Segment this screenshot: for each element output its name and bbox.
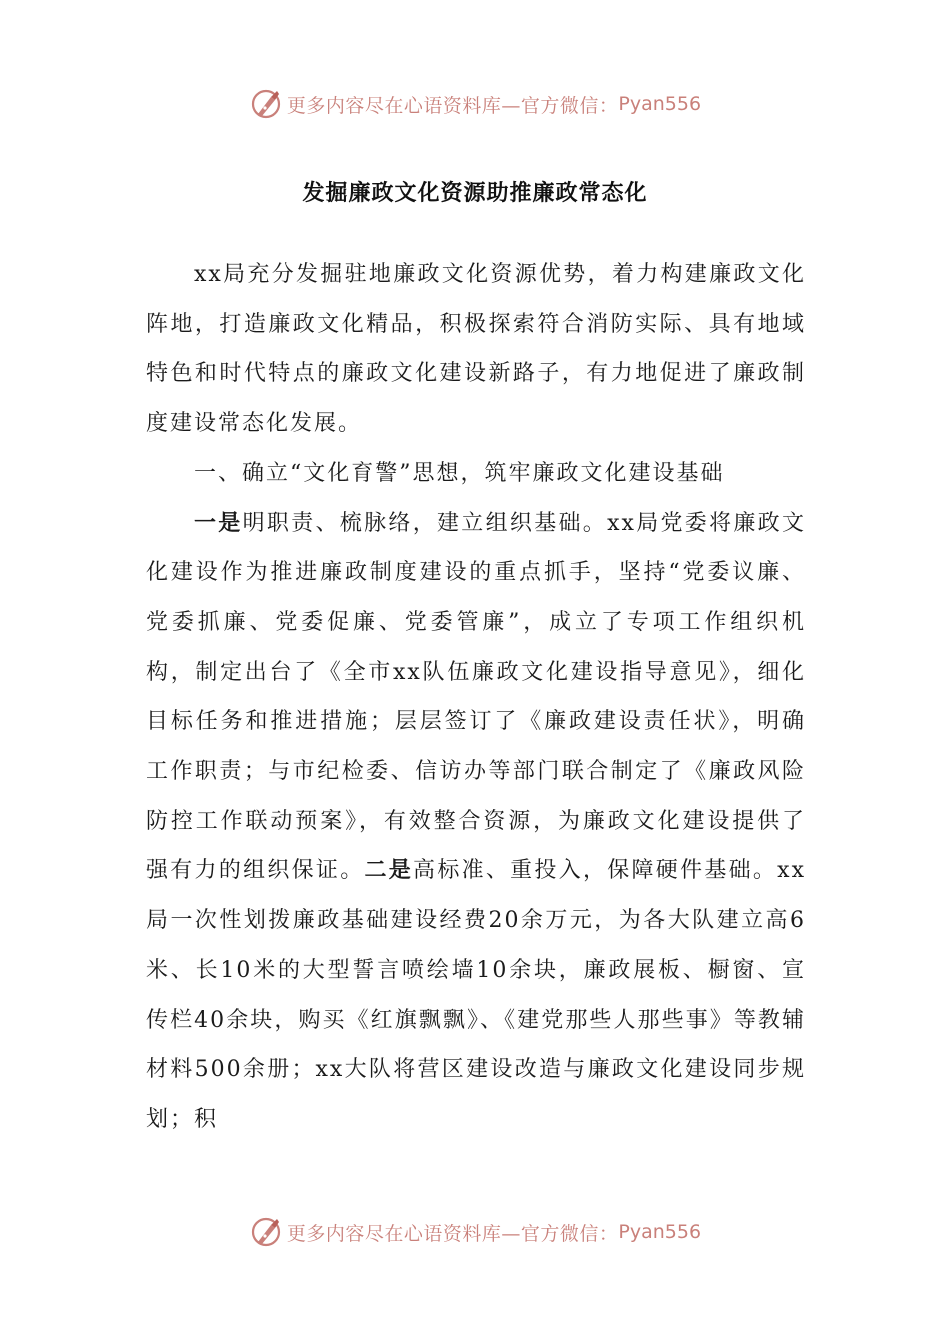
watermark-code: Pyan556	[618, 1221, 702, 1243]
pen-nib-logo-icon	[249, 87, 283, 121]
document-title: 发掘廉政文化资源助推廉政常态化	[302, 180, 648, 206]
watermark-banner-bottom	[0, 1212, 950, 1252]
watermark-code: Pyan556	[618, 93, 702, 115]
watermark-text: 更多内容尽在心语资料库—官方微信：	[286, 1222, 619, 1245]
intro-paragraph: xx局充分发掘驻地廉政文化资源优势，着力构建廉政文化阵地，打造廉政文化精品，积极探索符合消防实际、具有地域特色和时代特点的廉政文化建设新路子，有力地促进了廉政制度建设常态化发展。	[146, 262, 806, 437]
document-body	[146, 250, 806, 1145]
point1-text: 明职责、梳脉络，建立组织基础。xx局党委将廉政文化建设作为推进廉政制度建设的重点抓手，坚持“党委议廉、党委抓廉、党委促廉、党委管廉”，成立了专项工作组织机构，制定出台了《全市xx队伍廉政文化建设指导意见》，细化目标任务和推进措施；层层签订了《廉政建设责任状》，明确工作职责；与市纪检委、信访办等部门联合制定了《廉政风险防控工作联动预案》，有效整合资源，为廉政文化建设提供了强有力的组织保证。	[146, 510, 806, 884]
point1-label: 一是	[194, 509, 243, 536]
point2-label: 二是	[364, 857, 414, 884]
watermark-text: 更多内容尽在心语资料库—官方微信：	[286, 94, 619, 117]
watermark-banner-top	[0, 84, 950, 124]
pen-nib-logo-icon	[249, 1215, 283, 1249]
point2-text: 高标准、重投入，保障硬件基础。xx局一次性划拨廉政基础建设经费20余万元，为各大队建立高6米、长10米的大型誓言喷绘墙10余块，廉政展板、橱窗、宣传栏40余块，购买《红旗飘飘》、《建党那些人那些事》等教辅材料500余册；xx大队将营区建设改造与廉政文化建设同步规划；积	[146, 858, 806, 1132]
body-paragraph	[146, 499, 806, 1145]
section-heading: 一、确立“文化育警”思想，筑牢廉政文化建设基础	[194, 460, 725, 486]
